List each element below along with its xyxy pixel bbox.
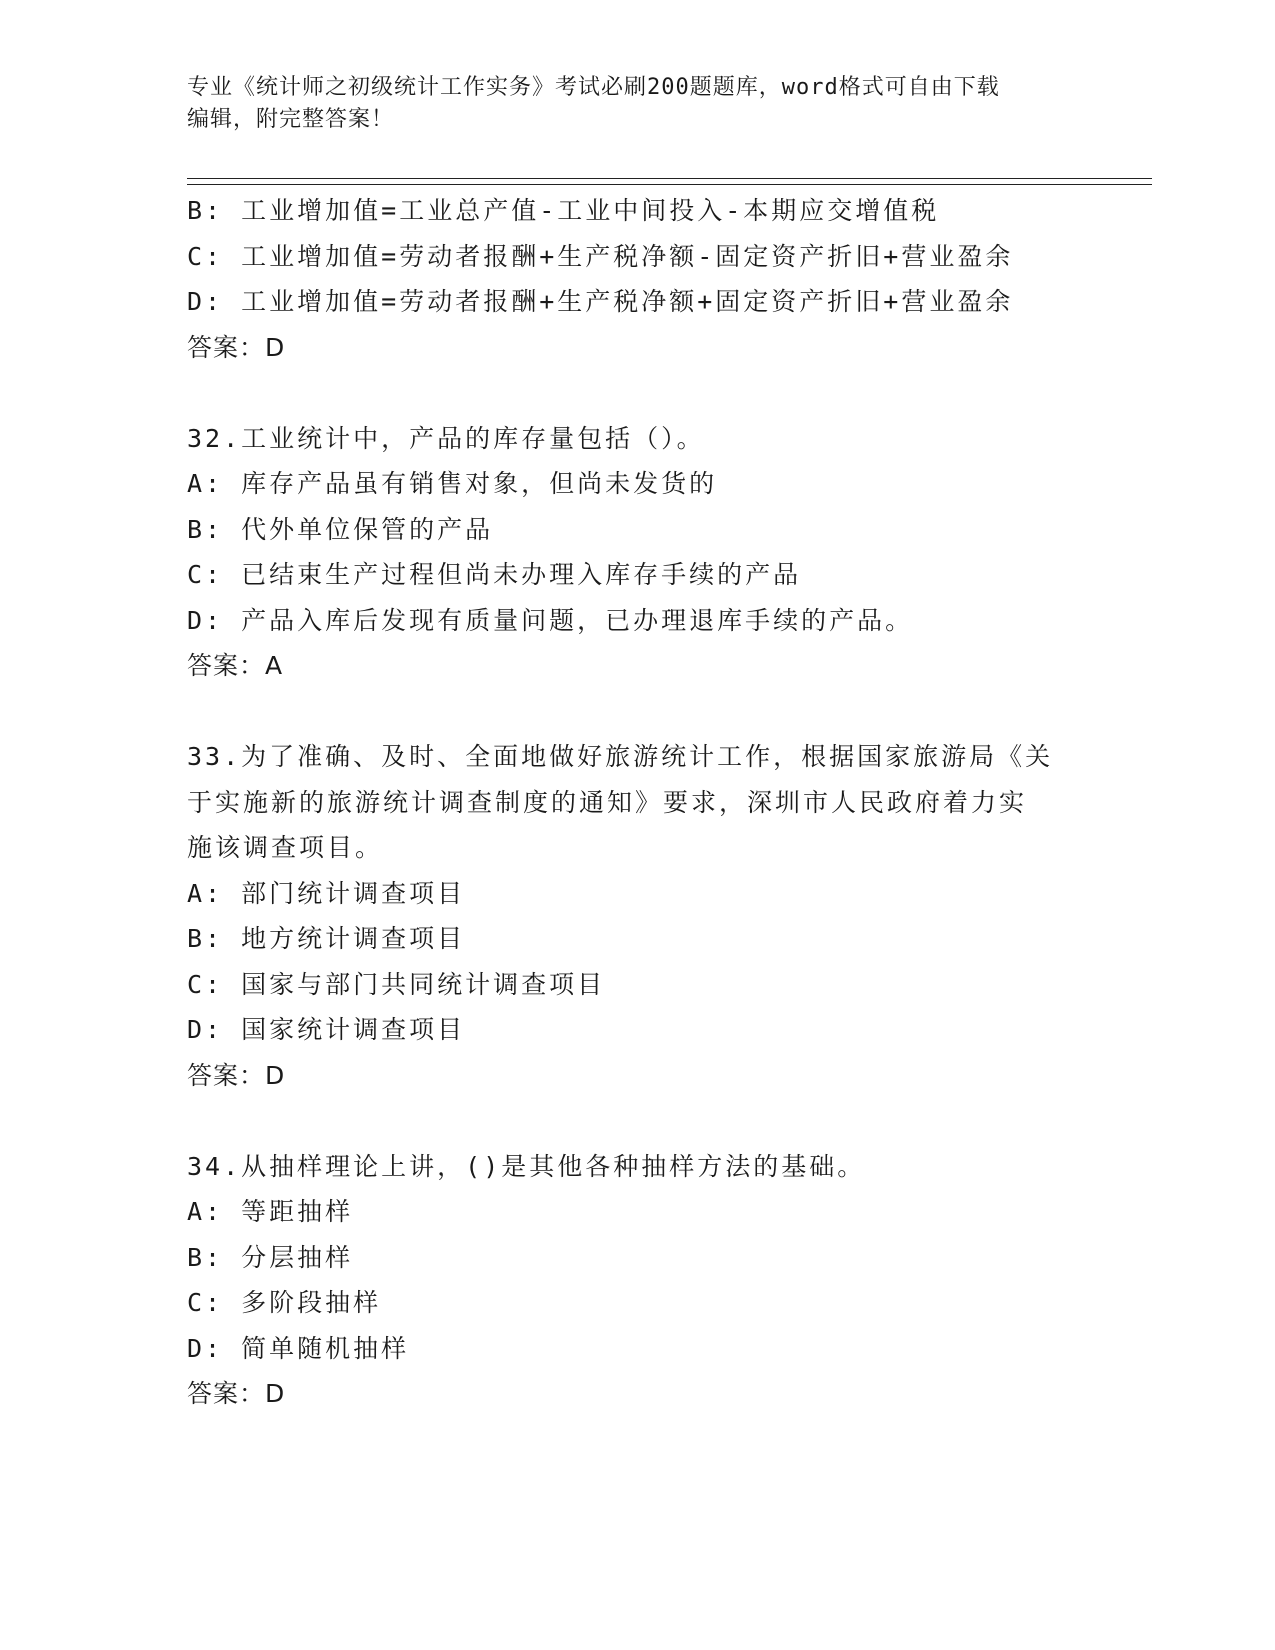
option-a: A: 部门统计调查项目 bbox=[187, 878, 466, 908]
option-b: B: 地方统计调查项目 bbox=[187, 924, 466, 953]
option-d: D: 国家统计调查项目 bbox=[187, 1015, 466, 1044]
option-d: D: 产品入库后发现有质量问题，已办理退库手续的产品。 bbox=[187, 605, 914, 635]
option-b: B: 工业增加值=工业总产值-工业中间投入-本期应交增值税 bbox=[187, 196, 940, 225]
option-c: C: 多阶段抽样 bbox=[187, 1288, 382, 1317]
header-divider-top bbox=[187, 178, 1152, 179]
option-c: C: 已结束生产过程但尚未办理入库存手续的产品 bbox=[187, 560, 802, 589]
answer-label: 答案：A bbox=[187, 651, 284, 680]
header-divider-bottom bbox=[187, 184, 1152, 185]
document-header bbox=[187, 72, 1077, 136]
question-stem: 32.工业统计中，产品的库存量包括（）。 bbox=[187, 423, 705, 453]
option-d: D: 简单随机抽样 bbox=[187, 1333, 410, 1363]
answer-label: 答案：D bbox=[187, 1379, 286, 1408]
option-c: C: 工业增加值=劳动者报酬+生产税净额-固定资产折旧+营业盈余 bbox=[187, 241, 1014, 271]
question-stem: 34.从抽样理论上讲，()是其他各种抽样方法的基础。 bbox=[187, 1151, 866, 1181]
option-a: A: 等距抽样 bbox=[187, 1197, 354, 1226]
question-stem-line-2: 于实施新的旅游统计调查制度的通知》要求，深圳市人民政府着力实 bbox=[187, 787, 1028, 817]
option-d: D: 工业增加值=劳动者报酬+生产税净额+固定资产折旧+营业盈余 bbox=[187, 287, 1014, 316]
question-31-continued bbox=[187, 188, 1147, 370]
question-33 bbox=[187, 734, 1147, 1098]
answer-label: 答案：D bbox=[187, 1060, 286, 1090]
question-34 bbox=[187, 1144, 1147, 1417]
question-stem-line-1: 33.为了准确、及时、全面地做好旅游统计工作，根据国家旅游局《关 bbox=[187, 742, 1054, 771]
header-line-2: 编辑，附完整答案！ bbox=[187, 107, 395, 132]
question-list bbox=[187, 188, 1147, 1417]
header-line-1: 专业《统计师之初级统计工作实务》考试必刷200题题库，word格式可自由下载 bbox=[187, 75, 1000, 100]
option-c: C: 国家与部门共同统计调查项目 bbox=[187, 969, 606, 999]
question-32 bbox=[187, 416, 1147, 689]
answer-label: 答案：D bbox=[187, 332, 286, 362]
option-b: B: 代外单位保管的产品 bbox=[187, 514, 494, 544]
spacer bbox=[187, 370, 1147, 416]
spacer bbox=[187, 689, 1147, 735]
option-a: A: 库存产品虽有销售对象，但尚未发货的 bbox=[187, 469, 718, 498]
option-b: B: 分层抽样 bbox=[187, 1242, 354, 1272]
question-stem-line-3: 施该调查项目。 bbox=[187, 833, 384, 862]
spacer bbox=[187, 1098, 1147, 1144]
